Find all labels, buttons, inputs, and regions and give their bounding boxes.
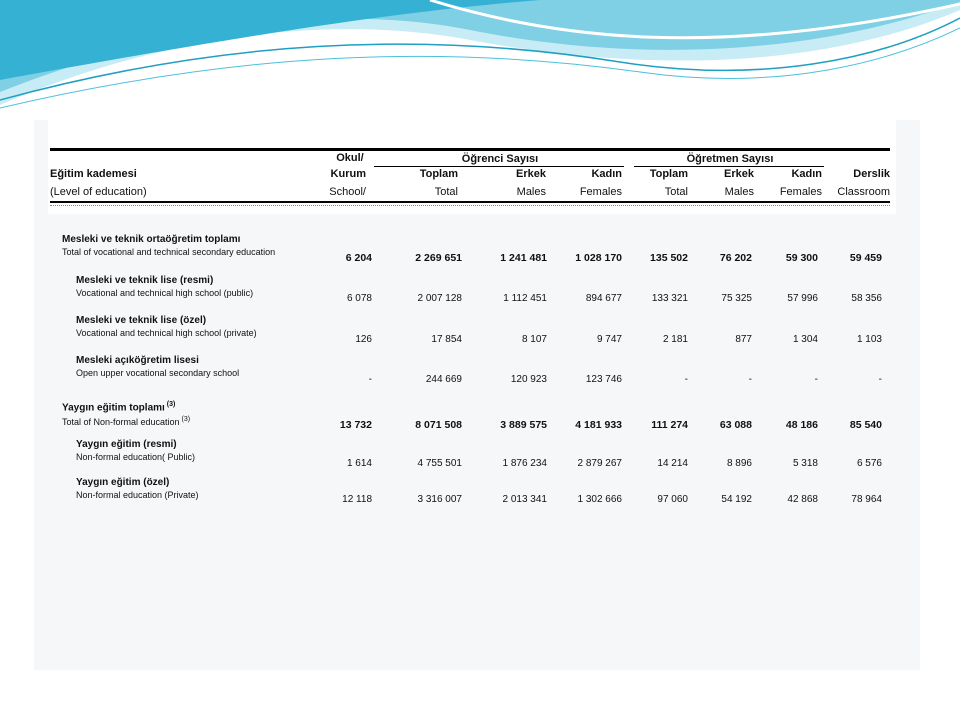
level-header-en: (Level of education) — [50, 186, 147, 198]
cell-teacher-female: 42 868 — [787, 494, 818, 505]
cell-student-male: 1 241 481 — [500, 252, 547, 264]
cell-student-female: 2 879 267 — [577, 458, 622, 469]
cell-teacher-female: 57 996 — [787, 293, 818, 304]
school-header-3: School/ — [329, 186, 366, 198]
table-header-bottom-rule — [50, 201, 890, 203]
row-label — [62, 398, 190, 428]
row-label-en: Total of Non-formal education $^{(3)}$ — [62, 416, 191, 428]
cell-student-female: 1 028 170 — [575, 252, 622, 264]
cell-student-total: 2 269 651 — [415, 252, 462, 264]
row-label-tr: Yaygın eğitim (resmi) — [76, 439, 177, 450]
cell-teacher-male: - — [748, 374, 752, 385]
cell-student-female: 4 181 933 — [575, 419, 622, 431]
table-cut-edge — [50, 205, 890, 209]
students-group-rule — [374, 166, 624, 167]
row-label — [76, 476, 199, 501]
cell-teacher-total: - — [684, 374, 688, 385]
row-label-en: Non-formal education( Public) — [76, 452, 196, 462]
cell-school-count: - — [368, 374, 372, 385]
st-total-header-en: Total — [434, 186, 458, 198]
row-label — [76, 314, 257, 339]
cell-teacher-total: 14 214 — [657, 458, 688, 469]
cell-student-total: 4 755 501 — [417, 458, 462, 469]
cell-student-female: 1 302 666 — [577, 494, 622, 505]
cell-teacher-female: - — [814, 374, 818, 385]
row-label-en: Non-formal education (Private) — [76, 490, 199, 500]
row-label — [76, 274, 253, 299]
cell-student-male: 1 112 451 — [503, 293, 547, 304]
cell-teacher-female: 5 318 — [792, 458, 818, 469]
st-male-header: Erkek — [516, 168, 546, 180]
cell-teacher-female: 48 186 — [785, 419, 818, 431]
teachers-group-rule — [634, 166, 824, 167]
cell-school-count: 1 614 — [346, 458, 372, 469]
row-label — [62, 233, 275, 258]
cell-school-count: 6 078 — [346, 293, 372, 304]
students-group-header: Öğrenci Sayısı — [461, 153, 539, 165]
cell-teacher-male: 54 192 — [721, 494, 752, 505]
cell-student-male: 3 889 575 — [500, 419, 547, 431]
row-label — [76, 354, 239, 379]
st-male-header-en: Males — [516, 186, 546, 198]
cell-student-total: 244 669 — [425, 374, 462, 385]
cell-student-male: 1 876 234 — [502, 458, 547, 469]
cell-teacher-total: 2 181 — [662, 334, 688, 345]
cell-school-count: 13 732 — [339, 419, 372, 431]
cell-student-male: 2 013 341 — [502, 494, 547, 505]
classroom-header: Derslik — [853, 168, 890, 180]
cell-student-female: 123 746 — [585, 374, 622, 385]
te-total-header: Toplam — [649, 168, 688, 180]
row-label — [76, 438, 195, 463]
cell-classroom-count: 6 576 — [856, 458, 882, 469]
row-label-tr: Yaygın eğitim toplamı $^{(3)}$ — [62, 401, 176, 414]
row-label-en: Open upper vocational secondary school — [76, 368, 240, 378]
cell-student-total: 3 316 007 — [417, 494, 462, 505]
cell-school-count: 12 118 — [342, 494, 372, 505]
row-label-tr: Mesleki ve teknik ortaöğretim toplamı — [62, 234, 241, 245]
cell-classroom-count: 78 964 — [851, 494, 882, 505]
cell-teacher-male: 76 202 — [719, 252, 752, 264]
cell-teacher-male: 75 325 — [721, 293, 752, 304]
header-wave-decoration — [0, 0, 960, 120]
row-label-tr: Mesleki ve teknik lise (resmi) — [76, 275, 214, 286]
st-total-header: Toplam — [419, 168, 458, 180]
cell-teacher-male: 877 — [735, 334, 752, 345]
footnote-marker: (3) — [164, 401, 176, 408]
cell-teacher-total: 133 321 — [651, 293, 688, 304]
cell-school-count: 126 — [355, 334, 372, 345]
cell-student-male: 8 107 — [521, 334, 547, 345]
te-male-header: Erkek — [724, 168, 754, 180]
table-top-rule — [50, 148, 890, 151]
te-female-header: Kadın — [791, 168, 822, 180]
cell-teacher-total: 135 502 — [650, 252, 688, 264]
cell-classroom-count: - — [878, 374, 882, 385]
cell-classroom-count: 59 459 — [849, 252, 882, 264]
row-label-en: Vocational and technical high school (public) — [76, 288, 254, 298]
cell-student-total: 8 071 508 — [415, 419, 462, 431]
cell-student-male: 120 923 — [510, 374, 547, 385]
cell-teacher-female: 59 300 — [785, 252, 818, 264]
cell-student-female: 9 747 — [596, 334, 622, 345]
cell-school-count: 6 204 — [345, 252, 372, 264]
cell-teacher-female: 1 304 — [792, 334, 818, 345]
cell-student-total: 17 854 — [431, 334, 462, 345]
school-header-2: Kurum — [330, 168, 366, 180]
row-label-tr: Mesleki ve teknik lise (özel) — [76, 315, 207, 326]
cell-teacher-male: 63 088 — [719, 419, 752, 431]
te-male-header-en: Males — [724, 186, 754, 198]
te-total-header-en: Total — [664, 186, 688, 198]
row-label-tr: Mesleki açıköğretim lisesi — [76, 355, 199, 366]
st-female-header: Kadın — [591, 168, 622, 180]
te-female-header-en: Females — [779, 186, 822, 198]
footnote-marker: (3) — [179, 416, 191, 424]
cell-student-total: 2 007 128 — [417, 293, 462, 304]
cell-classroom-count: 85 540 — [849, 419, 882, 431]
st-female-header-en: Females — [579, 186, 622, 198]
row-label-en: Vocational and technical high school (private) — [76, 328, 257, 338]
cell-classroom-count: 1 103 — [856, 334, 882, 345]
classroom-header-en: Classroom — [837, 186, 890, 198]
cell-teacher-total: 97 060 — [657, 494, 688, 505]
cell-teacher-total: 111 274 — [651, 419, 688, 431]
level-header-tr: Eğitim kademesi — [50, 168, 137, 180]
row-label-en: Total of vocational and technical secondary education — [62, 247, 276, 257]
row-label-tr: Yaygın eğitim (özel) — [76, 477, 170, 488]
cell-teacher-male: 8 896 — [726, 458, 752, 469]
cell-student-female: 894 677 — [585, 293, 622, 304]
cell-classroom-count: 58 356 — [851, 293, 882, 304]
school-header-1: Okul/ — [336, 152, 364, 164]
teachers-group-header: Öğretmen Sayısı — [686, 153, 774, 165]
